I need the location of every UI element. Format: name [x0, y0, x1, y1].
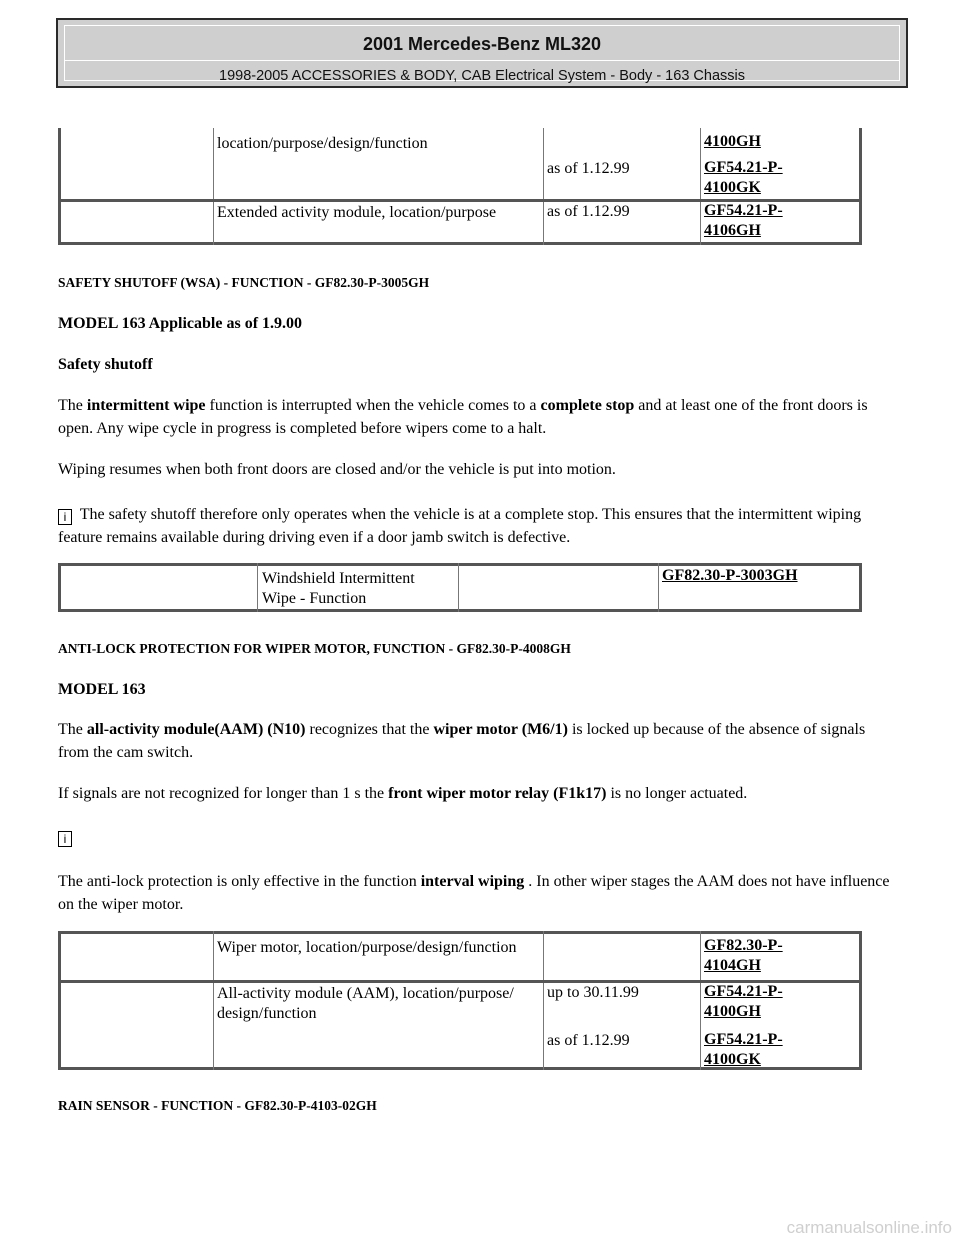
term-aam: all-activity module(AAM) (N10)	[86, 721, 306, 738]
t3-row2-link[interactable]: GF54.21-P-4100GH	[704, 983, 783, 1020]
info-note-icon: i	[58, 509, 72, 525]
t3-col-divider-b	[543, 931, 544, 1070]
header-frame	[64, 25, 900, 84]
note-marker-anti-lock	[58, 825, 898, 848]
text-segment: is locked up because of the absence of signals from the cam switch.	[58, 721, 866, 761]
text-segment: The anti-lock protection is only effective in the function	[58, 873, 421, 890]
t3-col-divider-a	[213, 931, 214, 1070]
t3-row2-desc: All-activity module (AAM), location/purpose/ design/function	[217, 985, 514, 1022]
t3-row1-desc: Wiper motor, location/purpose/design/function	[217, 939, 517, 956]
t1-row3-desc: Extended activity module, location/purpose	[217, 204, 497, 221]
t3-row3-link[interactable]: GF54.21-P-4100GK	[704, 1031, 783, 1068]
document-title: 2001 Mercedes-Benz ML320	[362, 34, 602, 54]
paragraph-intermittent-wipe	[58, 394, 898, 440]
text-segment: If signals are not recognized for longer than 1 s the	[58, 785, 389, 802]
term-front-wiper-relay: front wiper motor relay (F1k17)	[388, 785, 607, 802]
t2-col-divider-b	[458, 563, 459, 612]
section-heading-safety-shutoff: SAFETY SHUTOFF (WSA) - FUNCTION - GF82.30-P-3005GH	[58, 275, 430, 290]
document-subtitle: 1998-2005 ACCESSORIES & BODY, CAB Electrical System - Body - 163 Chassis	[219, 68, 745, 84]
t2-col-divider-a	[257, 563, 258, 612]
paragraph-signals-not-recognized	[58, 782, 898, 805]
text-segment: is no longer actuated.	[606, 785, 748, 802]
section-model-safety-shutoff: MODEL 163 Applicable as of 1.9.00	[58, 315, 303, 332]
t1-col-divider-a	[213, 128, 214, 245]
t3-col-divider-c	[700, 931, 701, 1070]
term-wiper-motor: wiper motor (M6/1)	[433, 721, 568, 738]
watermark: carmanualsonline.info	[786, 1218, 952, 1237]
t3-row3-date: as of 1.12.99	[547, 1032, 630, 1049]
info-note-icon: i	[58, 831, 72, 847]
document-header	[56, 18, 908, 88]
text-segment: function is interrupted when the vehicle comes to a	[205, 397, 541, 414]
section-heading-anti-lock: ANTI-LOCK PROTECTION FOR WIPER MOTOR, FUNCTION - GF82.30-P-4008GH	[58, 641, 571, 656]
paragraph-interval-wiping	[58, 870, 898, 916]
t1-row2-date: as of 1.12.99	[547, 160, 630, 177]
text-segment: recognizes that the	[305, 721, 434, 738]
paragraph-wiping-resumes: Wiping resumes when both front doors are closed and/or the vehicle is put into motion.	[58, 461, 616, 478]
t3-row1-link[interactable]: GF82.30-P-4104GH	[704, 937, 783, 974]
section-subheading-safety-shutoff: Safety shutoff	[58, 356, 153, 373]
term-intermittent-wipe: intermittent wipe	[86, 397, 206, 414]
section-model-anti-lock: MODEL 163	[58, 681, 146, 698]
t1-row1-link[interactable]: 4100GH	[704, 133, 761, 150]
text-segment: and at least one of the front doors is open. Any wipe cycle in progress is completed before wipers come to a halt.	[58, 397, 868, 437]
t2-link[interactable]: GF82.30-P-3003GH	[662, 567, 798, 584]
t1-row2-link[interactable]: GF54.21-P-4100GK	[704, 159, 783, 196]
t1-row3-date: as of 1.12.99	[547, 203, 630, 220]
text-segment: The	[58, 397, 87, 414]
header-divider	[65, 60, 899, 61]
t2-desc: Windshield Intermittent Wipe - Function	[262, 570, 415, 607]
section-heading-rain-sensor: RAIN SENSOR - FUNCTION - GF82.30-P-4103-02GH	[58, 1098, 377, 1113]
note-text: The safety shutoff therefore only operates when the vehicle is at a complete stop. This ensures that the intermittent wiping feature remains available during driving even if a door jamb switch is defective.	[58, 506, 862, 546]
t1-col-divider-c	[700, 128, 701, 245]
t2-col-divider-c	[658, 563, 659, 612]
text-segment: The	[58, 721, 87, 738]
text-segment: . In other wiper stages the AAM does not have influence on the wiper motor.	[58, 873, 890, 913]
paragraph-aam-recognizes	[58, 718, 898, 764]
term-complete-stop: complete stop	[540, 397, 635, 414]
paragraph-safety-note	[58, 503, 898, 549]
term-interval-wiping: interval wiping	[420, 873, 525, 890]
t1-col-divider-b	[543, 128, 544, 245]
t3-row2-date: up to 30.11.99	[547, 984, 639, 1001]
t1-row1-desc: location/purpose/design/function	[217, 135, 428, 152]
t1-row3-link[interactable]: GF54.21-P-4106GH	[704, 202, 783, 239]
